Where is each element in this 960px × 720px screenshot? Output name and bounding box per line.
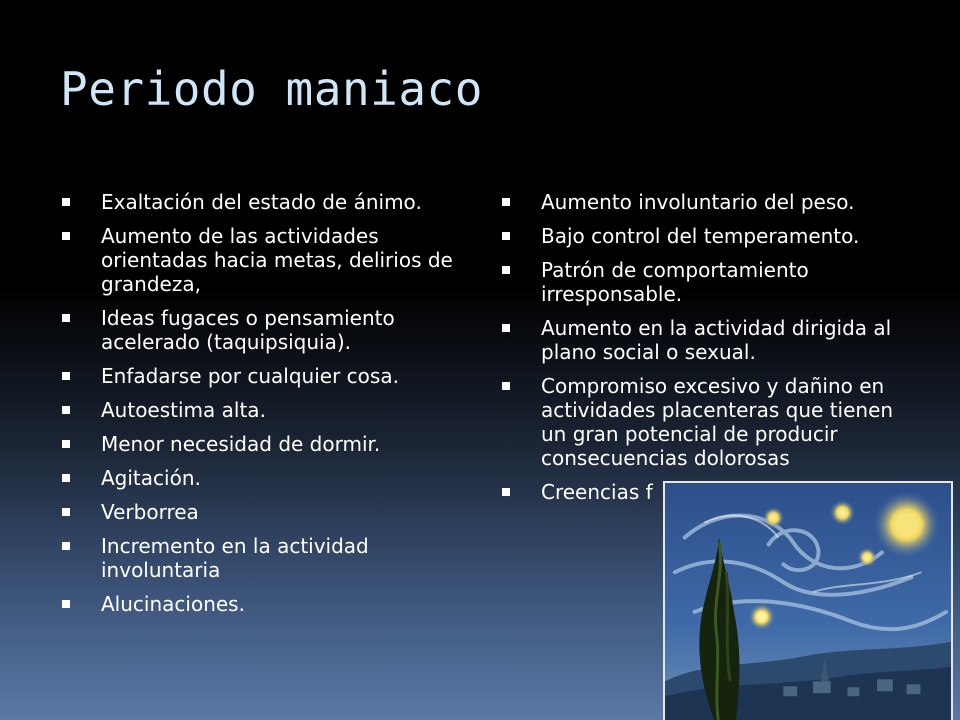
square-bullet-icon bbox=[62, 198, 70, 206]
square-bullet-icon bbox=[62, 314, 70, 322]
list-item bbox=[60, 466, 460, 490]
list-item-text: Exaltación del estado de ánimo. bbox=[101, 190, 422, 214]
list-item bbox=[60, 592, 460, 616]
square-bullet-icon bbox=[62, 406, 70, 414]
right-bullet-list bbox=[500, 190, 910, 514]
list-item bbox=[60, 398, 460, 422]
square-bullet-icon bbox=[62, 508, 70, 516]
square-bullet-icon bbox=[62, 600, 70, 608]
left-bullet-list bbox=[60, 190, 460, 626]
list-item-text: Patrón de comportamiento irresponsable. bbox=[541, 258, 809, 306]
list-item-text: Alucinaciones. bbox=[101, 592, 245, 616]
list-item bbox=[60, 500, 460, 524]
square-bullet-icon bbox=[62, 232, 70, 240]
list-item-text: Aumento de las actividades orientadas hacia metas, delirios de grandeza, bbox=[101, 224, 453, 296]
list-item-text: Bajo control del temperamento. bbox=[541, 224, 860, 248]
list-item-text: Ideas fugaces o pensamiento acelerado (taquipsiquia). bbox=[101, 306, 395, 354]
list-item bbox=[60, 306, 460, 354]
list-item bbox=[60, 364, 460, 388]
square-bullet-icon bbox=[62, 440, 70, 448]
square-bullet-icon bbox=[502, 382, 510, 390]
painting-image bbox=[665, 483, 951, 720]
list-item-text: Creencias f bbox=[541, 480, 653, 504]
list-item-text: Incremento en la actividad involuntaria bbox=[101, 534, 369, 582]
list-item bbox=[60, 534, 460, 582]
list-item-text: Autoestima alta. bbox=[101, 398, 266, 422]
slide-title: Periodo maniaco bbox=[60, 62, 483, 116]
square-bullet-icon bbox=[62, 474, 70, 482]
list-item bbox=[500, 374, 910, 470]
starry-night-painting bbox=[663, 481, 953, 720]
square-bullet-icon bbox=[502, 266, 510, 274]
list-item bbox=[500, 224, 910, 248]
square-bullet-icon bbox=[502, 198, 510, 206]
list-item bbox=[500, 258, 910, 306]
list-item bbox=[500, 316, 910, 364]
list-item-text: Aumento involuntario del peso. bbox=[541, 190, 855, 214]
list-item bbox=[60, 432, 460, 456]
list-item-text: Menor necesidad de dormir. bbox=[101, 432, 381, 456]
list-item-text: Compromiso excesivo y dañino en actividades placenteras que tienen un gran potencial de producir consecuencias dolorosas bbox=[541, 374, 894, 470]
square-bullet-icon bbox=[62, 372, 70, 380]
list-item-text: Enfadarse por cualquier cosa. bbox=[101, 364, 399, 388]
list-item bbox=[500, 190, 910, 214]
list-item bbox=[60, 224, 460, 296]
square-bullet-icon bbox=[502, 488, 510, 496]
list-item-text: Verborrea bbox=[101, 500, 199, 524]
list-item-text: Agitación. bbox=[101, 466, 201, 490]
square-bullet-icon bbox=[502, 324, 510, 332]
list-item-text: Aumento en la actividad dirigida al plano social o sexual. bbox=[541, 316, 892, 364]
square-bullet-icon bbox=[62, 542, 70, 550]
square-bullet-icon bbox=[502, 232, 510, 240]
list-item bbox=[60, 190, 460, 214]
